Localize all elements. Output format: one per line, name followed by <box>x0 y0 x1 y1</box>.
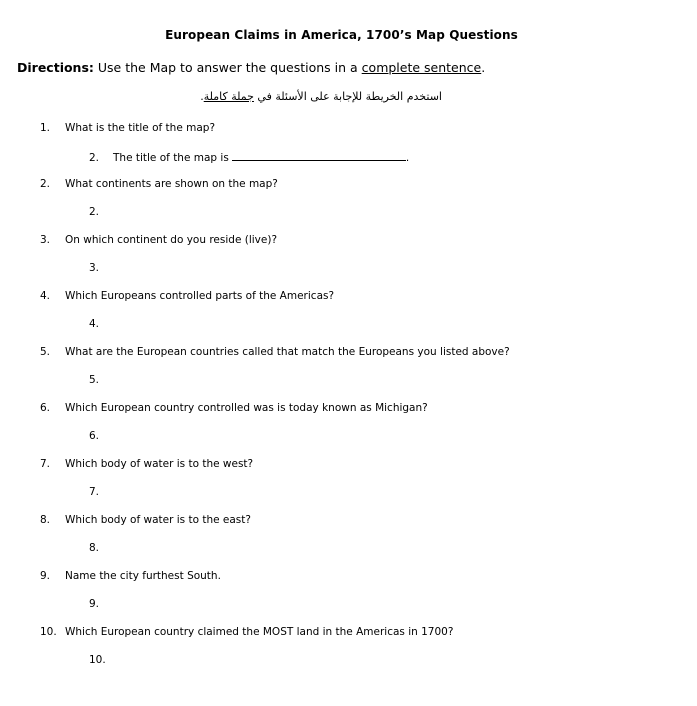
answer-6 <box>89 430 113 442</box>
question-text: Which European country claimed the MOST land in the Americas in 1700? <box>65 626 454 638</box>
directions-label: Directions: <box>17 60 94 75</box>
answer-number: 3. <box>89 262 100 274</box>
answer-number: 9. <box>89 598 100 610</box>
answer-8 <box>89 542 113 554</box>
answer-1 <box>89 150 409 164</box>
question-text: What are the European countries called that match the Europeans you listed above? <box>65 346 510 358</box>
directions-underlined: complete sentence <box>361 60 482 75</box>
question-text: Which body of water is to the west? <box>65 458 254 470</box>
arabic-end: . <box>200 90 204 103</box>
answer-4 <box>89 318 113 330</box>
question-number: 6. <box>40 402 51 414</box>
question-text: On which continent do you reside (live)? <box>65 234 278 246</box>
answer-number: 10. <box>89 654 106 666</box>
answer-number: 2. <box>89 152 100 164</box>
question-3 <box>40 234 277 246</box>
page-title: European Claims in America, 1700’s Map Questions <box>165 28 518 42</box>
question-text: What continents are shown on the map? <box>65 178 278 190</box>
question-number: 8. <box>40 514 51 526</box>
question-number: 9. <box>40 570 51 582</box>
question-4 <box>40 290 334 302</box>
answer-text: The title of the map is <box>113 152 229 164</box>
answer-blank-line[interactable] <box>232 150 406 161</box>
question-number: 10. <box>40 626 57 638</box>
answer-end: . <box>405 152 410 164</box>
question-1 <box>40 122 215 134</box>
answer-5 <box>89 374 113 386</box>
question-number: 1. <box>40 122 51 134</box>
directions <box>17 60 485 75</box>
answer-number: 4. <box>89 318 100 330</box>
question-text: Which body of water is to the east? <box>65 514 251 526</box>
question-number: 2. <box>40 178 51 190</box>
question-6 <box>40 402 428 414</box>
answer-number: 2. <box>89 206 100 218</box>
answer-3 <box>89 262 113 274</box>
question-9 <box>40 570 221 582</box>
question-number: 7. <box>40 458 51 470</box>
question-number: 5. <box>40 346 51 358</box>
answer-number: 8. <box>89 542 100 554</box>
question-text: What is the title of the map? <box>65 122 216 134</box>
answer-7 <box>89 486 113 498</box>
question-8 <box>40 514 251 526</box>
answer-9 <box>89 598 113 610</box>
answer-number: 5. <box>89 374 100 386</box>
question-text: Name the city furthest South. <box>65 570 221 582</box>
question-7 <box>40 458 253 470</box>
question-10 <box>40 626 453 638</box>
question-5 <box>40 346 510 358</box>
answer-number: 7. <box>89 486 100 498</box>
question-number: 4. <box>40 290 51 302</box>
question-text: Which Europeans controlled parts of the Americas? <box>65 290 335 302</box>
question-2 <box>40 178 278 190</box>
answer-2 <box>89 206 113 218</box>
directions-end: . <box>481 60 486 75</box>
answer-10 <box>89 654 113 666</box>
question-text: Which European country controlled was is today known as Michigan? <box>65 402 428 414</box>
arabic-text: استخدم الخريطة للإجابة على الأسئلة في <box>253 90 442 103</box>
answer-number: 6. <box>89 430 100 442</box>
arabic-underlined: جملة كاملة <box>203 90 254 103</box>
question-number: 3. <box>40 234 51 246</box>
directions-text: Use the Map to answer the questions in a <box>93 60 362 75</box>
arabic-directions <box>200 90 442 103</box>
